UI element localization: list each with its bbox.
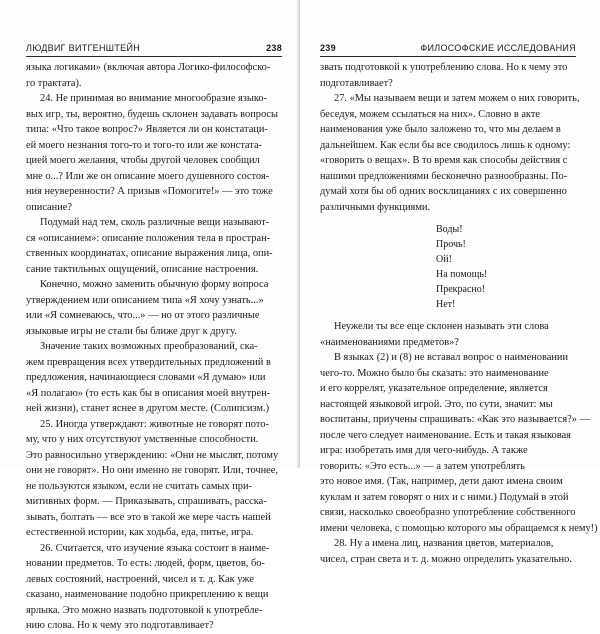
page-number: 239 — [320, 43, 336, 53]
text-line: «наименованиями предметов»? — [320, 336, 459, 348]
text-line: цией моего желания, чтобы другой человек сообщил — [26, 155, 260, 166]
text-line: языка логиками» (включая автора Логико-философско- — [26, 62, 271, 73]
header-rule — [26, 56, 282, 57]
left-page-body — [26, 60, 282, 634]
text-line: сание тактильных ощущений, описание настроения. — [26, 263, 259, 275]
text-line: мне о...? Или же он описание моего душевного состоя- — [26, 170, 270, 182]
exclamation-item: Нет! — [436, 299, 456, 310]
text-line: наименования уже было заложено то, что мы делаем в — [320, 124, 561, 135]
exclamation-item: На помощь! — [436, 269, 488, 280]
text-block-before — [320, 60, 580, 215]
text-line: 25. Иногда утверждают: животные не говорят пото- — [40, 418, 269, 430]
text-line: естественной истории, как ходьба, еда, питье, игра. — [26, 527, 254, 538]
spacer — [320, 312, 576, 319]
text-line: новании предметов. То есть: людей, форм, цветов, бо- — [26, 558, 265, 569]
text-line: подготавливает? — [320, 77, 393, 89]
text-line: типа: «Что такое вопрос?» Является ли он констатаци- — [26, 124, 268, 135]
left-page-header — [26, 41, 282, 55]
text-line: игра: изобретать имя для чего-нибудь. А также — [320, 445, 528, 456]
exclamation-item: Ой! — [436, 254, 452, 265]
exclamation-item: Воды! — [436, 224, 463, 235]
right-page — [300, 0, 600, 565]
text-line: не пользуются языком, если не считать самых при- — [26, 480, 252, 492]
text-line: или «Я сомневаюсь, что...» — но от этого различные — [26, 310, 260, 321]
text-line: предложения, начинающиеся словами «Я думаю» или — [26, 372, 266, 383]
text-line: Подумай над тем, сколь различные вещи называют- — [40, 217, 270, 228]
header-rule — [320, 56, 576, 57]
text-line: ния неуверенности? А призыв «Помогите!» — это тоже — [26, 186, 273, 197]
text-line: после чего следует наименование. Есть и такая языковая — [320, 429, 571, 441]
text-line: му, что у них отсутствуют умственные способности. — [26, 434, 259, 445]
text-line: они не говорят». Но они именно не говорят. Или, точнее, — [26, 465, 279, 476]
text-line: 28. Ну а имена лиц, названия цветов, материалов, — [334, 538, 554, 549]
text-line: Конечно, можно заменить обычную форму вопроса — [40, 279, 269, 290]
text-line: 24. Не принимая во внимание многообразие языко- — [40, 93, 268, 104]
right-page-header — [320, 41, 576, 55]
text-line: Значение таких возможных преобразований, ска- — [40, 341, 258, 352]
text-line: ярлыка. Это можно назвать подготовкой к употребле- — [26, 604, 263, 616]
right-page-body — [320, 60, 598, 567]
text-line: и его коррелят, указательное определение, является — [320, 383, 548, 394]
text-line: куклам и затем говорят о них и с ними.) Подумай в этой — [320, 491, 569, 503]
text-line: нашими предложениями бесконечно разнообразны. По- — [320, 170, 568, 182]
text-line: звать подготовкой к употреблению слова. Но к чему это — [320, 62, 568, 73]
text-line: думай хотя бы об одних восклицаниях с их совершенно — [320, 186, 567, 197]
text-line: левых состояний, настроений, чисел и т. д. Как уже — [26, 573, 254, 585]
text-block-after — [320, 319, 598, 567]
exclamation-list — [320, 222, 576, 312]
text-line: го трактата). — [26, 77, 82, 89]
text-line: воспитаны, приучены спрашивать: «Как это называется?» — — [320, 414, 590, 425]
text-line: беседуя, можем ссылаться на них». Словно в акте — [320, 108, 540, 120]
running-title: ЛЮДВИГ ВИТГЕНШТЕЙН — [26, 43, 141, 53]
text-line: имени человека, с помощью которого мы обращаемся к нему!) — [320, 522, 598, 534]
exclamation-item: Прекрасно! — [436, 284, 486, 295]
text-line: 26. Считается, что изучение языка состоит в наиме- — [40, 542, 270, 554]
text-line: чисел, стран света и т. д. можно определить указательно. — [320, 553, 572, 565]
text-line: чего-то. Можно было бы сказать: это наименование — [320, 367, 549, 379]
text-line: Неужели ты все еще склонен называть эти слова — [334, 321, 549, 332]
text-line: В языках (2) и (8) не вставал вопрос о наименовании — [334, 352, 569, 363]
text-line: «говорить о вещах». В то время как способы действия с — [320, 155, 568, 166]
text-line: связи, насколько своеобразно употребление собственного — [320, 507, 576, 518]
spacer — [320, 215, 576, 222]
text-line: нию слова. Но к чему это подготавливает? — [26, 620, 214, 631]
left-page — [0, 0, 300, 631]
running-title: ФИЛОСОФСКИЕ ИССЛЕДОВАНИЯ — [420, 43, 576, 53]
text-line: Это равносильно утверждению: «Они не мыслят, потому — [26, 449, 279, 461]
text-line: это новое имя. (Так, например, дети дают имена своим — [320, 476, 563, 487]
text-line: сказано, наименование подобно прикреплению к вещи — [26, 589, 269, 600]
text-line: различными функциями. — [320, 201, 431, 213]
text-line: зывать, болтать — все это в такой же мере часть нашей — [26, 511, 271, 523]
text-line: «Я полагаю» (то есть как бы в описания моей внутрен- — [26, 387, 271, 399]
text-line: говорить: «Это есть...» — а затем употреблять — [320, 460, 525, 472]
page-number: 238 — [266, 43, 282, 53]
text-line: жем превращения всех утвердительных предложений в — [26, 356, 271, 368]
text-line: утверждением или описанием типа «Я хочу узнать...» — [26, 294, 264, 306]
text-line: митивных форм. — Приказывать, спрашивать, расска- — [26, 496, 267, 507]
text-line: настоящей языковой игрой. Это, по сути, значит: мы — [320, 398, 553, 410]
text-line: ственных координатах, описание выражения лица, опи- — [26, 248, 273, 259]
text-line: языковые игры не стали бы ближе друг к другу. — [26, 325, 237, 337]
text-line: ней жизни), станет яснее в другом месте. (Солипсизм.) — [26, 403, 270, 414]
exclamation-item: Прочь! — [436, 239, 466, 250]
text-line: 27. «Мы называем вещи и затем можем о них говорить, — [334, 93, 580, 104]
text-line: дальнейшем. Как если бы все сводилось лишь к одному: — [320, 139, 571, 151]
text-line: ей моего незнания того-то и того-то или же констата- — [26, 139, 263, 151]
text-line: вых игр, ты, вероятно, будешь склонен задавать вопросы — [26, 108, 279, 120]
text-line: ся «описанием»: описание положения тела в простран- — [26, 232, 271, 244]
text-line: описание? — [26, 201, 73, 213]
